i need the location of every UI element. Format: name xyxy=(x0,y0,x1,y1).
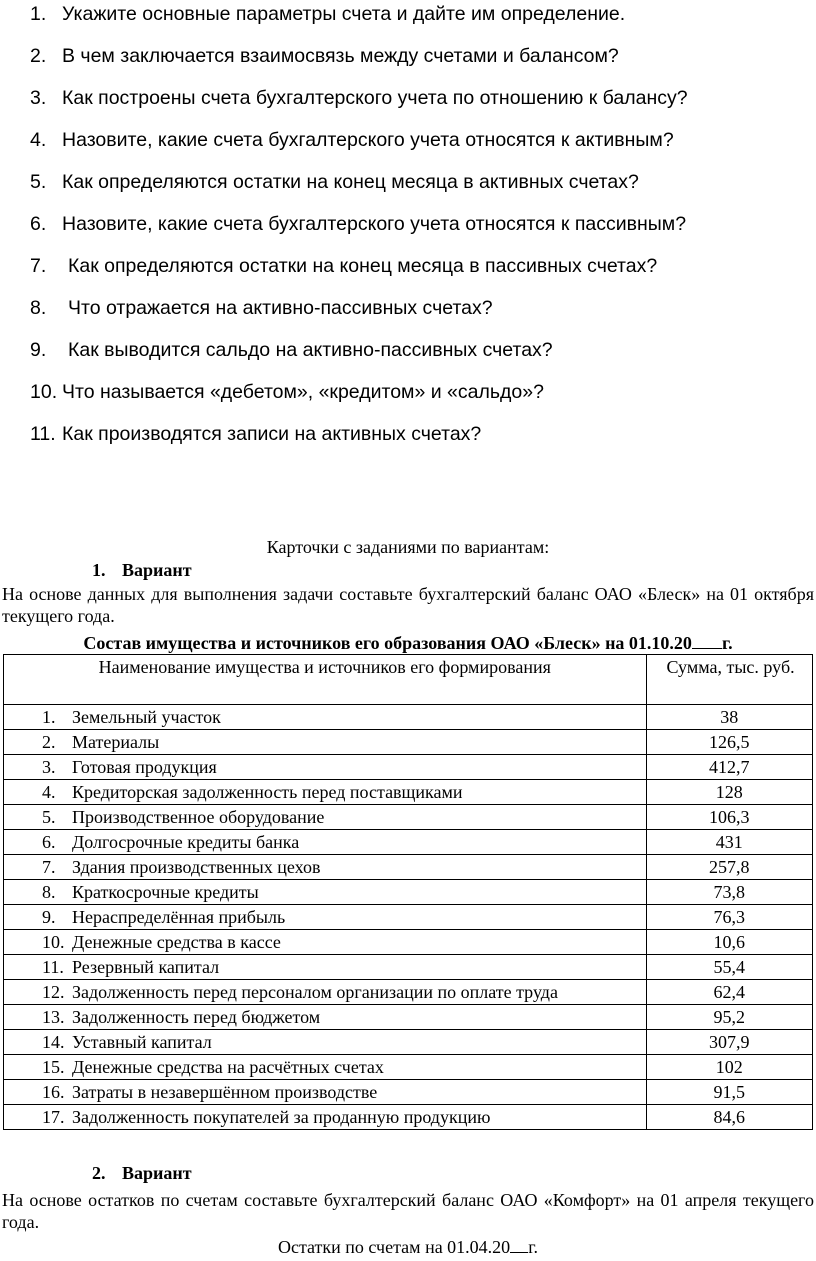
variant-2-number: 2. xyxy=(92,1163,106,1183)
table-row xyxy=(4,980,813,1005)
question-text: В чем заключается взаимосвязь между счетами и балансом? xyxy=(62,45,619,67)
question-number: 8. xyxy=(30,297,47,319)
date-blank xyxy=(692,632,722,649)
row-number: 15. xyxy=(42,1057,65,1077)
table-caption-suffix: г. xyxy=(721,633,733,653)
table-row xyxy=(4,1055,813,1080)
question-item xyxy=(30,44,619,68)
question-item xyxy=(30,128,674,152)
row-name: Задолженность покупателей за проданную продукцию xyxy=(72,1107,491,1127)
variant-2-label: Вариант xyxy=(122,1163,192,1183)
row-sum: 257,8 xyxy=(646,855,813,880)
question-item xyxy=(30,338,553,362)
row-name-cell xyxy=(4,980,647,1005)
row-sum: 10,6 xyxy=(646,930,813,955)
header-name: Наименование имущества и источников его формирования xyxy=(4,655,647,705)
question-item xyxy=(30,422,481,446)
table-row xyxy=(4,780,813,805)
row-name: Задолженность перед бюджетом xyxy=(72,1007,321,1027)
row-name-cell xyxy=(4,930,647,955)
table-row xyxy=(4,705,813,730)
row-name-cell xyxy=(4,1080,647,1105)
table-row xyxy=(4,755,813,780)
row-number: 12. xyxy=(42,982,65,1002)
question-text: Что называется «дебетом», «кредитом» и «сальдо»? xyxy=(62,381,544,403)
row-sum: 106,3 xyxy=(646,805,813,830)
question-number: 11. xyxy=(30,423,56,445)
row-name-cell xyxy=(4,1005,647,1030)
question-text: Укажите основные параметры счета и дайте им определение. xyxy=(62,3,626,25)
table-row xyxy=(4,1105,813,1130)
row-sum: 91,5 xyxy=(646,1080,813,1105)
row-sum: 128 xyxy=(646,780,813,805)
row-name-cell xyxy=(4,1055,647,1080)
question-text: Что отражается на активно-пассивных счетах? xyxy=(68,297,493,319)
table-row xyxy=(4,955,813,980)
table-caption-text: Состав имущества и источников его образования ОАО «Блеск» на 01.10.20 xyxy=(83,633,692,653)
row-number: 6. xyxy=(42,832,56,852)
table-row xyxy=(4,730,813,755)
row-name-cell xyxy=(4,830,647,855)
question-text: Как построены счета бухгалтерского учета по отношению к балансу? xyxy=(62,87,688,109)
row-name-cell xyxy=(4,755,647,780)
row-name: Земельный участок xyxy=(72,707,221,727)
question-text: Назовите, какие счета бухгалтерского учета относятся к активным? xyxy=(62,129,674,151)
question-text: Назовите, какие счета бухгалтерского учета относятся к пассивным? xyxy=(62,213,687,235)
table-row xyxy=(4,830,813,855)
row-sum: 102 xyxy=(646,1055,813,1080)
row-number: 17. xyxy=(42,1107,65,1127)
question-item xyxy=(30,2,625,26)
row-sum: 95,2 xyxy=(646,1005,813,1030)
row-name: Уставный капитал xyxy=(72,1032,212,1052)
table-row xyxy=(4,880,813,905)
row-sum: 431 xyxy=(646,830,813,855)
variant-1-title xyxy=(92,560,192,581)
row-name: Кредиторская задолженность перед поставщиками xyxy=(72,782,463,802)
row-name-cell xyxy=(4,780,647,805)
row-number: 3. xyxy=(42,757,56,777)
row-name: Денежные средства на расчётных счетах xyxy=(72,1057,384,1077)
variant-1-paragraph: На основе данных для выполнения задачи составьте бухгалтерский баланс ОАО «Блеск» на 01 октября текущего года. xyxy=(2,584,814,626)
row-name-cell xyxy=(4,955,647,980)
row-name-cell xyxy=(4,1105,647,1130)
row-name-cell xyxy=(4,855,647,880)
row-name-cell xyxy=(4,730,647,755)
row-name: Материалы xyxy=(72,732,160,752)
cards-heading: Карточки с заданиями по вариантам: xyxy=(266,537,550,557)
question-number: 4. xyxy=(30,129,47,151)
table-caption xyxy=(0,632,816,654)
question-number: 7. xyxy=(30,255,47,277)
question-number: 9. xyxy=(30,339,47,361)
question-number: 3. xyxy=(30,87,47,109)
question-text: Как производятся записи на активных счетах? xyxy=(62,423,482,445)
row-name: Резервный капитал xyxy=(72,957,220,977)
row-name: Производственное оборудование xyxy=(72,807,325,827)
row-number: 13. xyxy=(42,1007,65,1027)
row-sum: 62,4 xyxy=(646,980,813,1005)
row-name: Нераспределённая прибыль xyxy=(72,907,286,927)
row-name: Здания производственных цехов xyxy=(72,857,321,877)
row-number: 8. xyxy=(42,882,56,902)
row-sum: 55,4 xyxy=(646,955,813,980)
question-number: 10. xyxy=(30,381,58,403)
row-name: Готовая продукция xyxy=(72,757,217,777)
row-number: 7. xyxy=(42,857,56,877)
header-sum: Сумма, тыс. руб. xyxy=(646,655,813,705)
row-sum: 412,7 xyxy=(646,755,813,780)
row-number: 16. xyxy=(42,1082,65,1102)
row-number: 1. xyxy=(42,707,56,727)
table-row xyxy=(4,855,813,880)
question-text: Как выводится сальдо на активно-пассивных счетах? xyxy=(68,339,553,361)
assets-table xyxy=(3,654,813,1130)
variant-2-paragraph: На основе остатков по счетам составьте бухгалтерский баланс ОАО «Комфорт» на 01 апреля текущего года. xyxy=(2,1190,814,1232)
question-number: 2. xyxy=(30,45,47,67)
table-row xyxy=(4,805,813,830)
question-number: 5. xyxy=(30,171,47,193)
question-item xyxy=(30,86,688,110)
row-name-cell xyxy=(4,805,647,830)
row-sum: 73,8 xyxy=(646,880,813,905)
row-sum: 38 xyxy=(646,705,813,730)
table-row xyxy=(4,1005,813,1030)
row-sum: 126,5 xyxy=(646,730,813,755)
question-item xyxy=(30,296,493,320)
row-number: 2. xyxy=(42,732,56,752)
row-name: Задолженность перед персоналом организации по оплате труда xyxy=(72,982,558,1002)
balances-heading-text: Остатки по счетам на 01.04.20 xyxy=(277,1237,511,1257)
row-name: Денежные средства в кассе xyxy=(72,932,281,952)
question-text: Как определяются остатки на конец месяца в активных счетах? xyxy=(62,171,639,193)
balances-heading-suffix: г. xyxy=(528,1237,539,1257)
row-name: Краткосрочные кредиты xyxy=(72,882,259,902)
variant-1-number: 1. xyxy=(92,560,106,580)
row-name-cell xyxy=(4,905,647,930)
table-row xyxy=(4,1080,813,1105)
row-number: 9. xyxy=(42,907,56,927)
question-text: Как определяются остатки на конец месяца в пассивных счетах? xyxy=(68,255,658,277)
question-item xyxy=(30,170,639,194)
question-item xyxy=(30,380,544,404)
table-row xyxy=(4,930,813,955)
row-number: 5. xyxy=(42,807,56,827)
question-item xyxy=(30,212,686,236)
row-name-cell xyxy=(4,880,647,905)
row-sum: 84,6 xyxy=(646,1105,813,1130)
row-name-cell xyxy=(4,1030,647,1055)
variant-1-label: Вариант xyxy=(122,560,192,580)
question-item xyxy=(30,254,657,278)
table-header-row xyxy=(4,655,813,705)
balances-heading xyxy=(0,1237,816,1258)
date-blank xyxy=(510,1237,528,1253)
row-number: 10. xyxy=(42,932,65,952)
question-number: 1. xyxy=(30,3,47,25)
table-row xyxy=(4,1030,813,1055)
variant-2-title xyxy=(92,1163,192,1184)
row-sum: 76,3 xyxy=(646,905,813,930)
row-name: Затраты в незавершённом производстве xyxy=(72,1082,378,1102)
row-name: Долгосрочные кредиты банка xyxy=(72,832,300,852)
question-number: 6. xyxy=(30,213,47,235)
row-number: 14. xyxy=(42,1032,65,1052)
table-row xyxy=(4,905,813,930)
row-name-cell xyxy=(4,705,647,730)
row-number: 11. xyxy=(42,957,64,977)
row-number: 4. xyxy=(42,782,56,802)
row-sum: 307,9 xyxy=(646,1030,813,1055)
